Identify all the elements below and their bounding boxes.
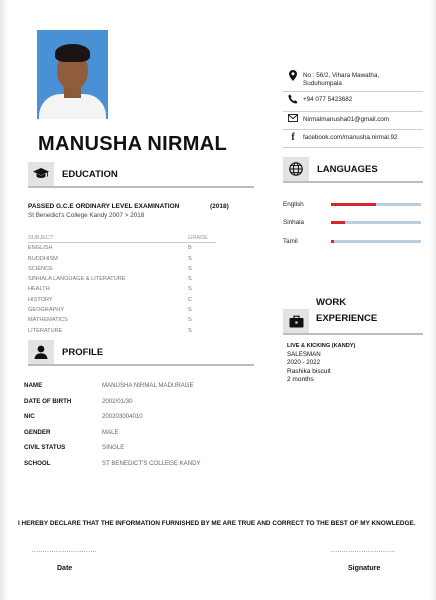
email-address: Nirmalmanusha01@gmail.com — [303, 116, 390, 123]
language-name: English — [283, 200, 304, 208]
grade-cell: S — [188, 327, 192, 332]
profile-title: PROFILE — [62, 346, 104, 358]
work-title-line-1: WORK — [316, 297, 347, 308]
languages-rule — [283, 181, 423, 183]
date-line: .............................. — [32, 548, 98, 554]
language-level-track — [331, 221, 421, 224]
table-row — [28, 254, 216, 264]
profile-value: 2002/01/30 — [102, 397, 133, 405]
table-row — [28, 284, 216, 294]
grade-cell: B — [188, 245, 192, 252]
briefcase-icon — [283, 309, 309, 333]
language-row — [283, 232, 421, 251]
language-level-track — [331, 203, 421, 206]
map-pin-icon — [283, 70, 303, 85]
table-row — [28, 243, 216, 253]
profile-label: CIVIL STATUS — [24, 444, 66, 452]
language-row — [283, 214, 421, 233]
graduation-cap-icon — [28, 162, 54, 186]
education-exam: PASSED G.C.E ORDINARY LEVEL EXAMINATION — [28, 203, 180, 210]
contact-block — [283, 68, 423, 148]
profile-row-name — [24, 378, 201, 394]
subject-cell: ENGLISH — [28, 245, 53, 252]
language-level-fill — [331, 221, 345, 224]
declaration-text: I HEREBY DECLARE THAT THE INFORMATION FURNISHED BY ME ARE TRUE AND CORRECT TO THE BEST OF MY KNOWLEDGE. — [18, 520, 416, 527]
profile-header — [28, 340, 103, 364]
profile-row-gender — [24, 425, 201, 441]
profile-value: 200203004010 — [102, 413, 143, 421]
profile-photo — [37, 30, 108, 119]
subject-cell: GEOGRAPHY — [28, 307, 65, 314]
profile-row-school — [24, 456, 201, 472]
profile-row-civil-status — [24, 440, 201, 456]
profile-label: GENDER — [24, 428, 51, 436]
language-name: Sinhala — [283, 219, 305, 227]
table-row — [28, 295, 216, 305]
language-level-track — [331, 240, 421, 243]
table-row — [28, 315, 216, 325]
grade-cell: C — [188, 296, 193, 303]
work-title-line-2: EXPERIENCE — [316, 313, 378, 324]
contact-address — [283, 68, 423, 92]
profile-value: MALE — [102, 428, 119, 436]
profile-label: NIC — [24, 413, 35, 421]
profile-label: DATE OF BIRTH — [24, 397, 72, 405]
contact-facebook — [283, 130, 423, 148]
page-edge-shadow-right — [430, 0, 436, 600]
table-row — [28, 326, 216, 332]
address-line-1: No : 56/2, Vihara Mawatha, — [303, 72, 380, 79]
language-level-fill — [331, 203, 376, 206]
profile-details — [24, 378, 201, 471]
signature-label: Signature — [348, 565, 381, 572]
profile-row-dob — [24, 394, 201, 410]
work-rule — [283, 333, 423, 335]
languages-list — [283, 195, 421, 251]
grades-table — [28, 233, 216, 332]
contact-email — [283, 112, 423, 130]
grade-cell: S — [188, 307, 192, 314]
work-duration: 2 months — [287, 376, 314, 383]
work-experience-title — [316, 295, 377, 327]
grade-cell: S — [188, 317, 192, 324]
education-header — [28, 162, 118, 186]
education-rule — [28, 186, 254, 188]
grade-cell: S — [188, 255, 192, 262]
subject-cell: BUDDHISM — [28, 255, 58, 262]
education-title: EDUCATION — [62, 168, 118, 180]
education-year: (2018) — [210, 203, 229, 210]
address-line-2: Suduhumpala — [303, 80, 342, 87]
subject-cell: SCIENCE — [28, 265, 53, 272]
language-name: Tamil — [283, 237, 298, 245]
table-row — [28, 274, 216, 284]
phone-number: +94 077 5423682 — [303, 96, 353, 103]
profile-row-nic — [24, 409, 201, 425]
subject-cell: LITERATURE — [28, 327, 63, 332]
candidate-name: MANUSHA NIRMAL — [38, 133, 227, 155]
page-edge-shadow-left — [0, 0, 8, 600]
profile-value: SINGLE — [102, 444, 125, 452]
languages-header — [283, 157, 378, 181]
language-level-fill — [331, 240, 334, 243]
mail-icon — [283, 114, 303, 126]
profile-label: NAME — [24, 382, 43, 390]
profile-label: SCHOOL — [24, 459, 51, 467]
contact-phone — [283, 92, 423, 112]
table-row — [28, 264, 216, 274]
grade-cell: S — [188, 286, 192, 293]
subject-cell: HEALTH — [28, 286, 50, 293]
facebook-icon: f — [291, 132, 295, 143]
table-row — [28, 305, 216, 315]
work-other: Rashika biscuit — [287, 367, 331, 375]
date-label: Date — [57, 565, 73, 572]
work-role: SALESMAN — [287, 350, 321, 358]
facebook-url: facebook.com/manusha.nirmal.92 — [303, 134, 398, 141]
profile-value: ST BENEDICT'S COLLEGE KANDY — [102, 459, 201, 467]
work-header — [283, 309, 309, 333]
grades-header-row — [28, 233, 216, 243]
signature-line: .............................. — [331, 548, 397, 554]
languages-title: LANGUAGES — [317, 163, 378, 175]
profile-value: MANUSHA NIRMAL MADURAGE — [102, 382, 194, 390]
subject-cell: HISTORY — [28, 296, 53, 303]
subject-header: SUBJECT — [28, 235, 54, 241]
education-school: St Benedict's College Kandy 2007 > 2018 — [28, 212, 145, 219]
work-company: LIVE & KICKING (KANDY) — [287, 343, 356, 349]
profile-rule — [28, 364, 254, 366]
grade-cell: S — [188, 276, 192, 283]
grade-header: GRADE — [188, 235, 208, 241]
subject-cell: SINHALA LANGUAGE & LITERATURE — [28, 276, 126, 283]
work-entry — [287, 342, 355, 385]
language-row — [283, 195, 421, 214]
work-period: 2020 - 2022 — [287, 359, 321, 366]
subject-cell: MATHEMATICS — [28, 317, 68, 324]
globe-icon — [283, 157, 309, 181]
phone-icon — [283, 94, 303, 108]
person-icon — [28, 340, 54, 364]
grade-cell: S — [188, 265, 192, 272]
